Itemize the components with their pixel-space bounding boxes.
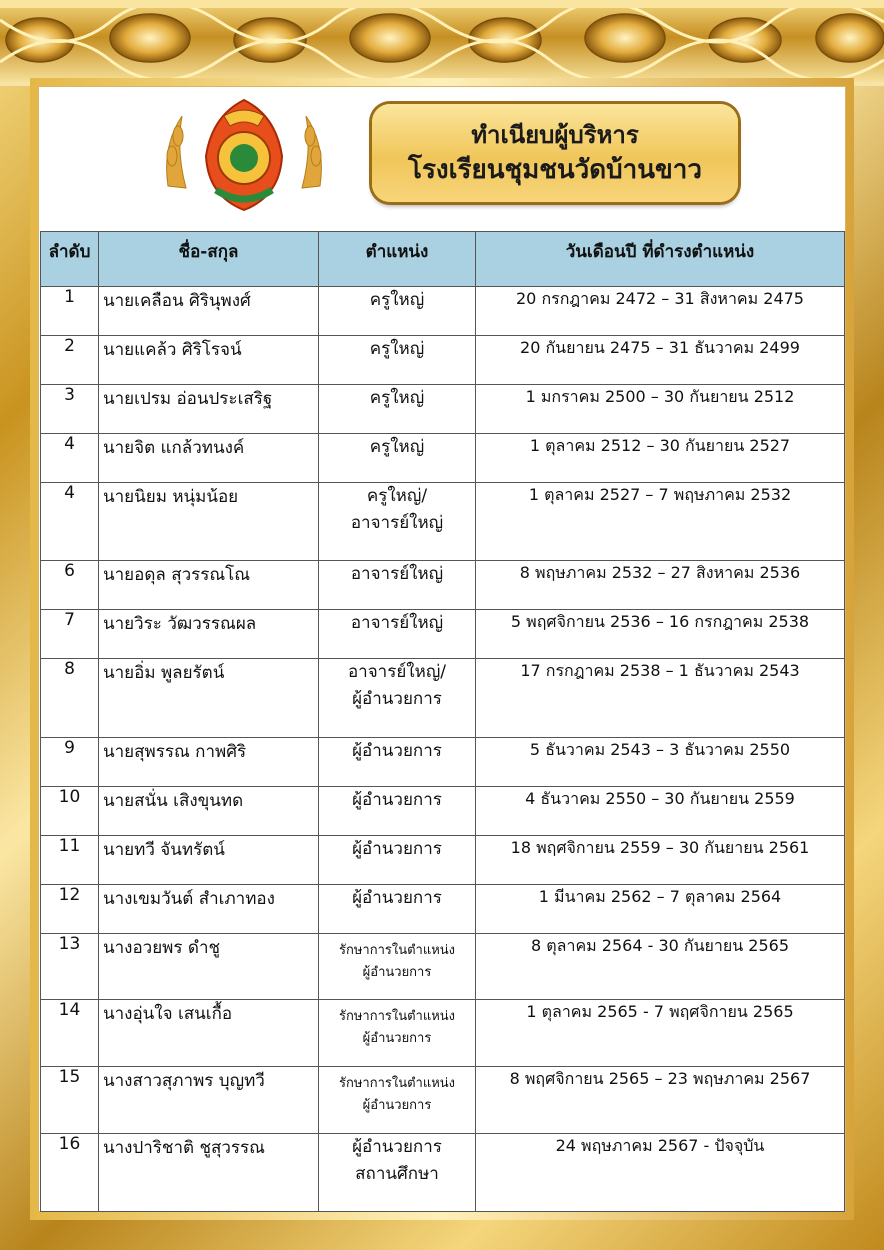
row-period: 5 พฤศจิกายน 2536 – 16 กรกฎาคม 2538 <box>476 610 845 659</box>
position-line: ครูใหญ่ <box>369 437 425 457</box>
school-logo-icon <box>158 96 330 214</box>
position-line: ครูใหญ่ <box>369 388 425 408</box>
row-name: นายอิ่ม พูลยรัตน์ <box>99 659 319 738</box>
row-period: 1 มีนาคม 2562 – 7 ตุลาคม 2564 <box>476 885 845 934</box>
row-period: 18 พฤศจิกายน 2559 – 30 กันยายน 2561 <box>476 836 845 885</box>
position-line: อาจารย์ใหญ่ <box>350 613 444 633</box>
row-name: นายวิระ วัฒวรรณผล <box>99 610 319 659</box>
table-row <box>41 336 845 385</box>
row-no: 4 <box>41 483 99 561</box>
row-no: 6 <box>41 561 99 610</box>
row-name: นายแคล้ว ศิริโรจน์ <box>99 336 319 385</box>
table-row <box>41 836 845 885</box>
row-name: นายเคลือน ศิรินุพงศ์ <box>99 287 319 336</box>
row-no: 14 <box>41 1000 99 1067</box>
position-line-2: อาจารย์ใหญ่ <box>350 513 444 533</box>
row-position <box>319 1067 476 1134</box>
table-row <box>41 1134 845 1212</box>
row-name: นายอดุล สุวรรณโณ <box>99 561 319 610</box>
row-name: นายจิต แกล้วทนงค์ <box>99 434 319 483</box>
row-no: 11 <box>41 836 99 885</box>
row-name: นายเปรม อ่อนประเสริฐ <box>99 385 319 434</box>
floral-ornament-icon <box>0 0 884 82</box>
position-line-2: ผู้อำนวยการ <box>362 1031 432 1046</box>
row-period: 24 พฤษภาคม 2567 - ปัจจุบัน <box>476 1134 845 1212</box>
position-line: ผู้อำนวยการ <box>352 1137 442 1157</box>
row-no: 15 <box>41 1067 99 1134</box>
row-name: นายสนั่น เสิงขุนทด <box>99 787 319 836</box>
row-position <box>319 885 476 934</box>
position-line: อาจารย์ใหญ่/ <box>347 662 447 682</box>
header-position: ตำแหน่ง <box>319 232 476 287</box>
table-row <box>41 885 845 934</box>
row-no: 8 <box>41 659 99 738</box>
row-position <box>319 934 476 1000</box>
row-no: 1 <box>41 287 99 336</box>
row-period: 8 พฤศจิกายน 2565 – 23 พฤษภาคม 2567 <box>476 1067 845 1134</box>
row-position <box>319 659 476 738</box>
row-position <box>319 610 476 659</box>
table-row <box>41 434 845 483</box>
row-position <box>319 385 476 434</box>
row-no: 9 <box>41 738 99 787</box>
table-row <box>41 483 845 561</box>
row-name: นางปาริชาติ ชูสุวรรณ <box>99 1134 319 1212</box>
table-row <box>41 1067 845 1134</box>
row-position <box>319 1000 476 1067</box>
ornament-band <box>0 0 884 86</box>
position-line: ผู้อำนวยการ <box>352 888 442 908</box>
row-period: 17 กรกฎาคม 2538 – 1 ธันวาคม 2543 <box>476 659 845 738</box>
table-header-row <box>41 232 845 287</box>
row-no: 4 <box>41 434 99 483</box>
row-period: 20 กันยายน 2475 – 31 ธันวาคม 2499 <box>476 336 845 385</box>
position-line: รักษาการในตำแหน่ง <box>338 1076 456 1091</box>
position-line: อาจารย์ใหญ่ <box>350 564 444 584</box>
row-no: 10 <box>41 787 99 836</box>
header-no: ลำดับ <box>41 232 99 287</box>
position-line-2: ผู้อำนวยการ <box>362 965 432 980</box>
table-row <box>41 738 845 787</box>
position-line-2: ผู้อำนวยการ <box>362 1098 432 1113</box>
row-position <box>319 787 476 836</box>
row-position <box>319 1134 476 1212</box>
title-line-1: ทำเนียบผู้บริหาร <box>471 121 639 149</box>
row-no: 3 <box>41 385 99 434</box>
title-banner <box>372 104 738 202</box>
row-period: 5 ธันวาคม 2543 – 3 ธันวาคม 2550 <box>476 738 845 787</box>
row-name: นางสาวสุภาพร บุญทวี <box>99 1067 319 1134</box>
row-no: 7 <box>41 610 99 659</box>
row-period: 4 ธันวาคม 2550 – 30 กันยายน 2559 <box>476 787 845 836</box>
table-row <box>41 561 845 610</box>
position-line: รักษาการในตำแหน่ง <box>338 943 456 958</box>
row-no: 13 <box>41 934 99 1000</box>
row-no: 2 <box>41 336 99 385</box>
row-name: นายทวี จันทรัตน์ <box>99 836 319 885</box>
row-period: 8 ตุลาคม 2564 - 30 กันยายน 2565 <box>476 934 845 1000</box>
table-row <box>41 659 845 738</box>
position-line: ครูใหญ่ <box>369 339 425 359</box>
row-name: นางอุ่นใจ เสนเกื้อ <box>99 1000 319 1067</box>
table-row <box>41 1000 845 1067</box>
row-period: 1 ตุลาคม 2565 - 7 พฤศจิกายน 2565 <box>476 1000 845 1067</box>
table-row <box>41 287 845 336</box>
header-period: วันเดือนปี ที่ดำรงตำแหน่ง <box>476 232 845 287</box>
table-row <box>41 385 845 434</box>
position-line: ผู้อำนวยการ <box>352 741 442 761</box>
position-line: ผู้อำนวยการ <box>352 790 442 810</box>
row-position <box>319 738 476 787</box>
row-period: 20 กรกฎาคม 2472 – 31 สิงหาคม 2475 <box>476 287 845 336</box>
row-name: นายนิยม หนุ่มน้อย <box>99 483 319 561</box>
row-name: นางอวยพร ดำชู <box>99 934 319 1000</box>
row-name: นางเขมวันต์ สำเภาทอง <box>99 885 319 934</box>
table-row <box>41 610 845 659</box>
position-line-2: ผู้อำนวยการ <box>352 689 442 709</box>
row-period: 8 พฤษภาคม 2532 – 27 สิงหาคม 2536 <box>476 561 845 610</box>
row-position <box>319 836 476 885</box>
administrators-table <box>40 231 845 1212</box>
row-period: 1 ตุลาคม 2512 – 30 กันยายน 2527 <box>476 434 845 483</box>
row-period: 1 ตุลาคม 2527 – 7 พฤษภาคม 2532 <box>476 483 845 561</box>
row-position <box>319 287 476 336</box>
row-position <box>319 336 476 385</box>
row-no: 16 <box>41 1134 99 1212</box>
position-line: ครูใหญ่/ <box>366 486 428 506</box>
position-line: ผู้อำนวยการ <box>352 839 442 859</box>
position-line-2: สถานศึกษา <box>355 1164 439 1184</box>
row-position <box>319 434 476 483</box>
row-no: 12 <box>41 885 99 934</box>
header-name: ชื่อ-สกุล <box>99 232 319 287</box>
row-position <box>319 483 476 561</box>
row-name: นายสุพรรณ กาพศิริ <box>99 738 319 787</box>
row-period: 1 มกราคม 2500 – 30 กันยายน 2512 <box>476 385 845 434</box>
position-line: ครูใหญ่ <box>369 290 425 310</box>
position-line: รักษาการในตำแหน่ง <box>338 1009 456 1024</box>
table-row <box>41 934 845 1000</box>
table-row <box>41 787 845 836</box>
title-line-2: โรงเรียนชุมชนวัดบ้านขาว <box>407 155 703 185</box>
row-position <box>319 561 476 610</box>
